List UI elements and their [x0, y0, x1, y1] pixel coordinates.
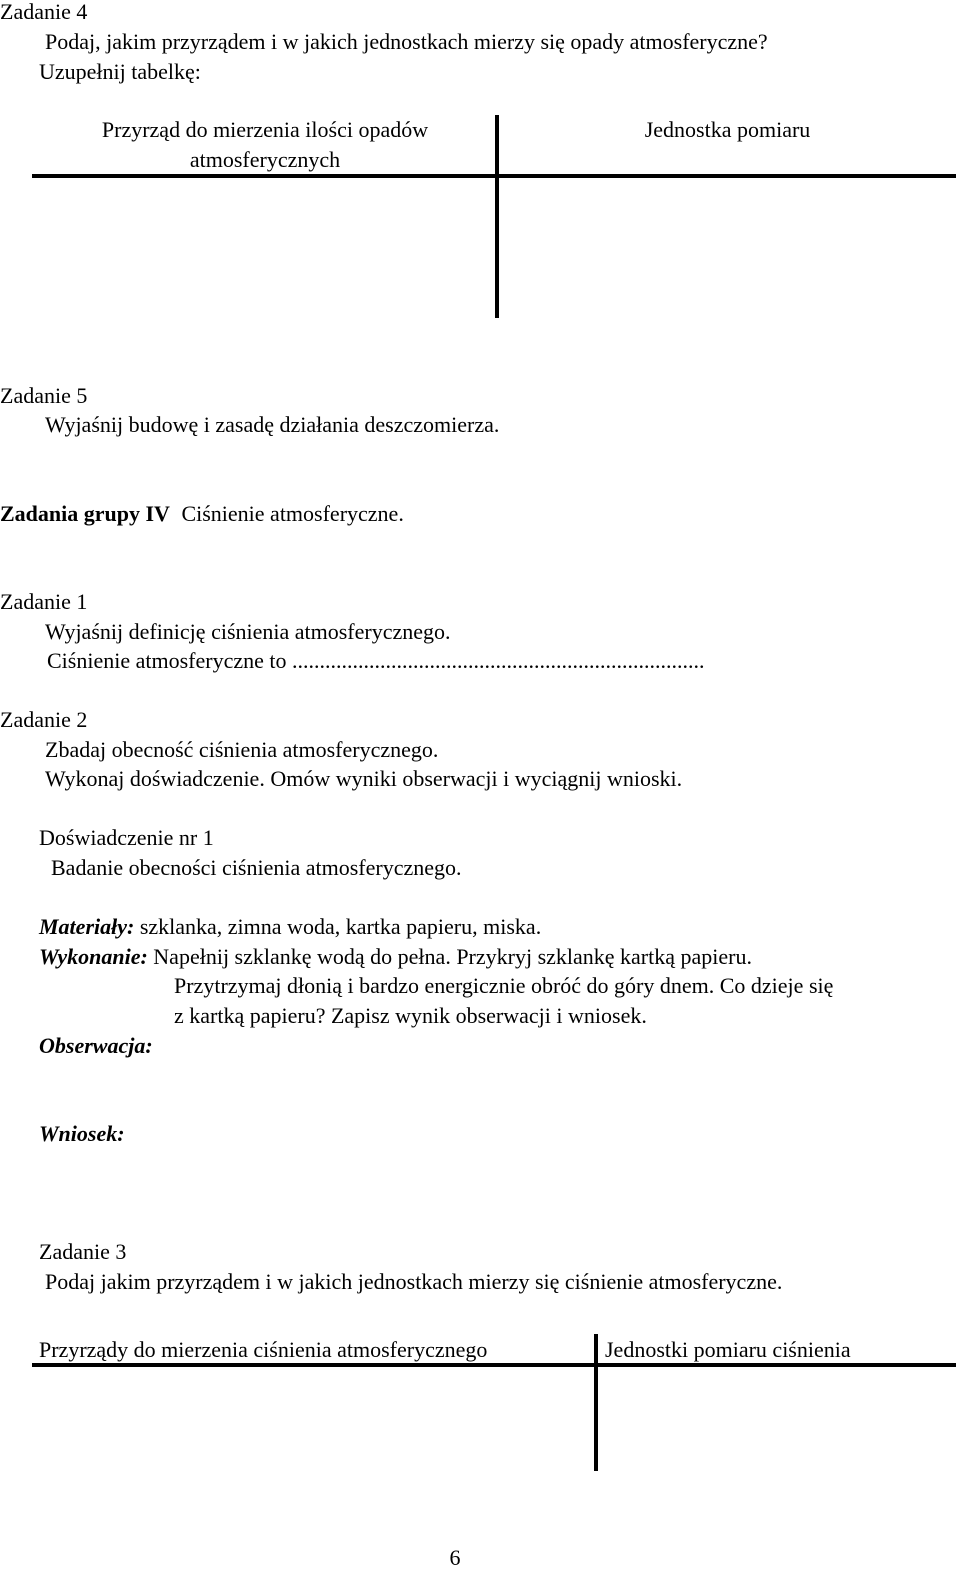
task4-col1-header-line2: atmosferycznych: [189, 147, 341, 172]
procedure-line: [39, 942, 752, 971]
procedure-text-2: Przytrzymaj dłonią i bardzo energicznie obróć do góry dnem. Co dzieje się: [174, 973, 834, 998]
task2-heading: Zadanie 2: [0, 707, 88, 732]
materials-label: Materiały:: [39, 914, 135, 939]
task3-table-vline: [594, 1334, 598, 1471]
task2-instruction: Wykonaj doświadczenie. Omów wyniki obserwacji i wyciągnij wnioski.: [45, 766, 683, 791]
task2-question: Zbadaj obecność ciśnienia atmosferycznego.: [45, 737, 439, 762]
procedure-text-1: Napełnij szklankę wodą do pełna. Przykryj szklankę kartką papieru.: [153, 944, 752, 969]
observation-answer-area[interactable]: [39, 1062, 919, 1112]
observation-label: Obserwacja:: [39, 1033, 153, 1058]
task4-col2-header: Jednostka pomiaru: [644, 117, 811, 142]
group4-label: Zadania grupy IV: [0, 501, 170, 526]
task5-heading: Zadanie 5: [0, 383, 88, 408]
group4-topic: Ciśnienie atmosferyczne.: [181, 501, 404, 526]
page-number: 6: [449, 1545, 461, 1570]
task4-col1-header-line1: Przyrząd do mierzenia ilości opadów: [101, 117, 429, 142]
group4-title: [0, 499, 404, 528]
task3-table-hline: [32, 1363, 956, 1367]
task1-question: Wyjaśnij definicję ciśnienia atmosferycznego.: [45, 619, 451, 644]
procedure-label: Wykonanie:: [39, 944, 148, 969]
task1-heading: Zadanie 1: [0, 589, 88, 614]
task3-col1-header: Przyrządy do mierzenia ciśnienia atmosferycznego: [39, 1337, 488, 1362]
task1-fill-line[interactable]: Ciśnienie atmosferyczne to ...........................................................................: [47, 648, 705, 673]
materials-line: [39, 912, 541, 941]
task3-col2-header: Jednostki pomiaru ciśnienia: [605, 1337, 851, 1362]
task4-question: Podaj, jakim przyrządem i w jakich jednostkach mierzy się opady atmosferyczne?: [45, 29, 768, 54]
task3-instrument-cell[interactable]: [50, 1380, 570, 1465]
task3-unit-cell[interactable]: [615, 1380, 935, 1465]
procedure-text-3: z kartką papieru? Zapisz wynik obserwacji i wniosek.: [174, 1003, 647, 1028]
task4-instruction: Uzupełnij tabelkę:: [39, 59, 201, 84]
conclusion-label: Wniosek:: [39, 1121, 125, 1146]
task4-heading: Zadanie 4: [0, 0, 88, 24]
task3-heading: Zadanie 3: [39, 1239, 127, 1264]
experiment-subtitle: Badanie obecności ciśnienia atmosferycznego.: [51, 855, 462, 880]
conclusion-answer-area[interactable]: [39, 1150, 919, 1230]
task4-table-hline: [32, 174, 956, 178]
task5-question: Wyjaśnij budowę i zasadę działania deszczomierza.: [45, 412, 500, 437]
task4-answer-cell[interactable]: [550, 195, 930, 305]
task4-table-vline: [495, 115, 499, 318]
experiment-heading: Doświadczenie nr 1: [39, 825, 214, 850]
materials-text: szklanka, zimna woda, kartka papieru, miska.: [139, 914, 542, 939]
task3-question: Podaj jakim przyrządem i w jakich jednostkach mierzy się ciśnienie atmosferyczne.: [45, 1269, 783, 1294]
task4-instrument-cell[interactable]: [60, 195, 480, 305]
